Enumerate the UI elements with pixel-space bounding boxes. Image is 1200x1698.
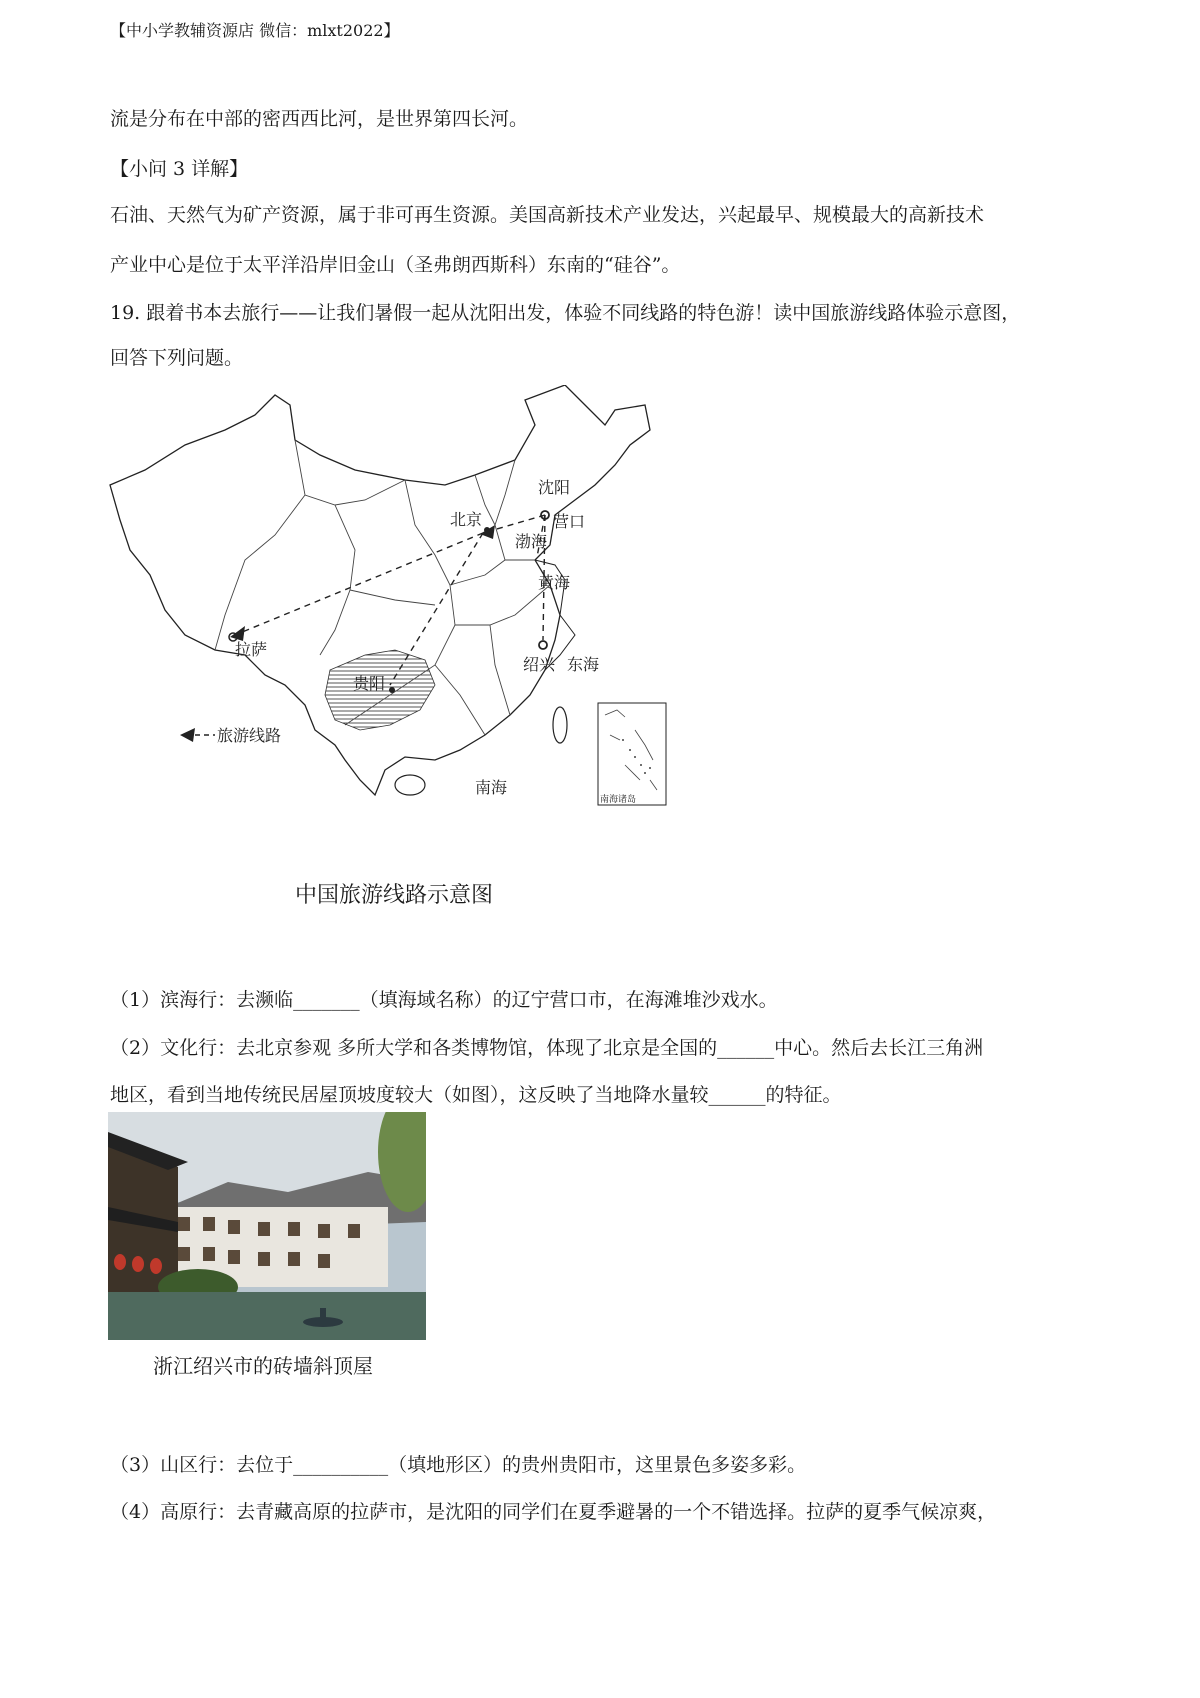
question-19-intro: 19. 跟着书本去旅行——让我们暑假一起从沈阳出发，体验不同线路的特色游！读中国旅游线路体验示意图， bbox=[110, 302, 1021, 324]
question-2-part-1: （2）文化行：去北京参观 多所大学和各类博物馆，体现了北京是全国的______中心。然后去长江三角洲 bbox=[110, 1037, 984, 1059]
label-bohai: 渤海 bbox=[515, 532, 548, 551]
taiwan-island bbox=[553, 707, 567, 743]
question-3: （3）山区行：去位于__________（填地形区）的贵州贵阳市，这里景色多姿多彩。 bbox=[110, 1454, 807, 1476]
label-yingkou: 营口 bbox=[553, 512, 586, 531]
section-heading: 【小问 3 详解】 bbox=[110, 158, 249, 180]
legend-label: 旅游线路 bbox=[217, 726, 282, 745]
label-huanghai: 黄海 bbox=[538, 573, 571, 592]
guiyang-marker bbox=[389, 687, 395, 693]
shaoxing-marker bbox=[539, 641, 547, 649]
china-travel-map bbox=[105, 385, 745, 905]
text-line-3: 石油、天然气为矿产资源，属于非可再生资源。美国高新技术产业发达，兴起最早、规模最大的高新技术 bbox=[110, 204, 985, 226]
question-4: （4）高原行：去青藏高原的拉萨市，是沈阳的同学们在夏季避暑的一个不错选择。拉萨的夏季气候凉爽， bbox=[110, 1501, 997, 1523]
south-sea-inset bbox=[598, 703, 666, 805]
photo-caption: 浙江绍兴市的砖墙斜顶屋 bbox=[153, 1354, 373, 1378]
hainan-island bbox=[395, 775, 425, 795]
label-beijing: 北京 bbox=[450, 510, 483, 529]
label-guiyang: 贵阳 bbox=[353, 674, 386, 693]
text-line-4: 产业中心是位于太平洋沿岸旧金山（圣弗朗西斯科）东南的“硅谷”。 bbox=[110, 254, 681, 276]
text-line-1: 流是分布在中部的密西西比河，是世界第四长河。 bbox=[110, 108, 529, 130]
watermark-header: 【中小学教辅资源店 微信：mlxt2022】 bbox=[110, 21, 400, 40]
map-title: 中国旅游线路示意图 bbox=[295, 883, 494, 908]
label-donghai: 东海 bbox=[567, 655, 600, 674]
label-shaoxing: 绍兴 bbox=[523, 655, 556, 674]
beijing-marker bbox=[484, 527, 490, 533]
question-2-part-2: 地区，看到当地传统民居屋顶坡度较大（如图），这反映了当地降水量较______的特征。 bbox=[110, 1084, 842, 1106]
label-shenyang: 沈阳 bbox=[538, 478, 571, 497]
label-nanhai-islands: 南海诸岛 bbox=[600, 795, 637, 805]
label-lasa: 拉萨 bbox=[235, 640, 268, 659]
question-1: （1）滨海行：去濒临_______（填海域名称）的辽宁营口市，在海滩堆沙戏水。 bbox=[110, 989, 778, 1011]
shaoxing-house-photo bbox=[108, 1112, 426, 1340]
label-nanhai: 南海 bbox=[475, 778, 508, 797]
legend-arrow-icon bbox=[180, 728, 195, 742]
question-19-intro-cont: 回答下列问题。 bbox=[110, 347, 244, 369]
